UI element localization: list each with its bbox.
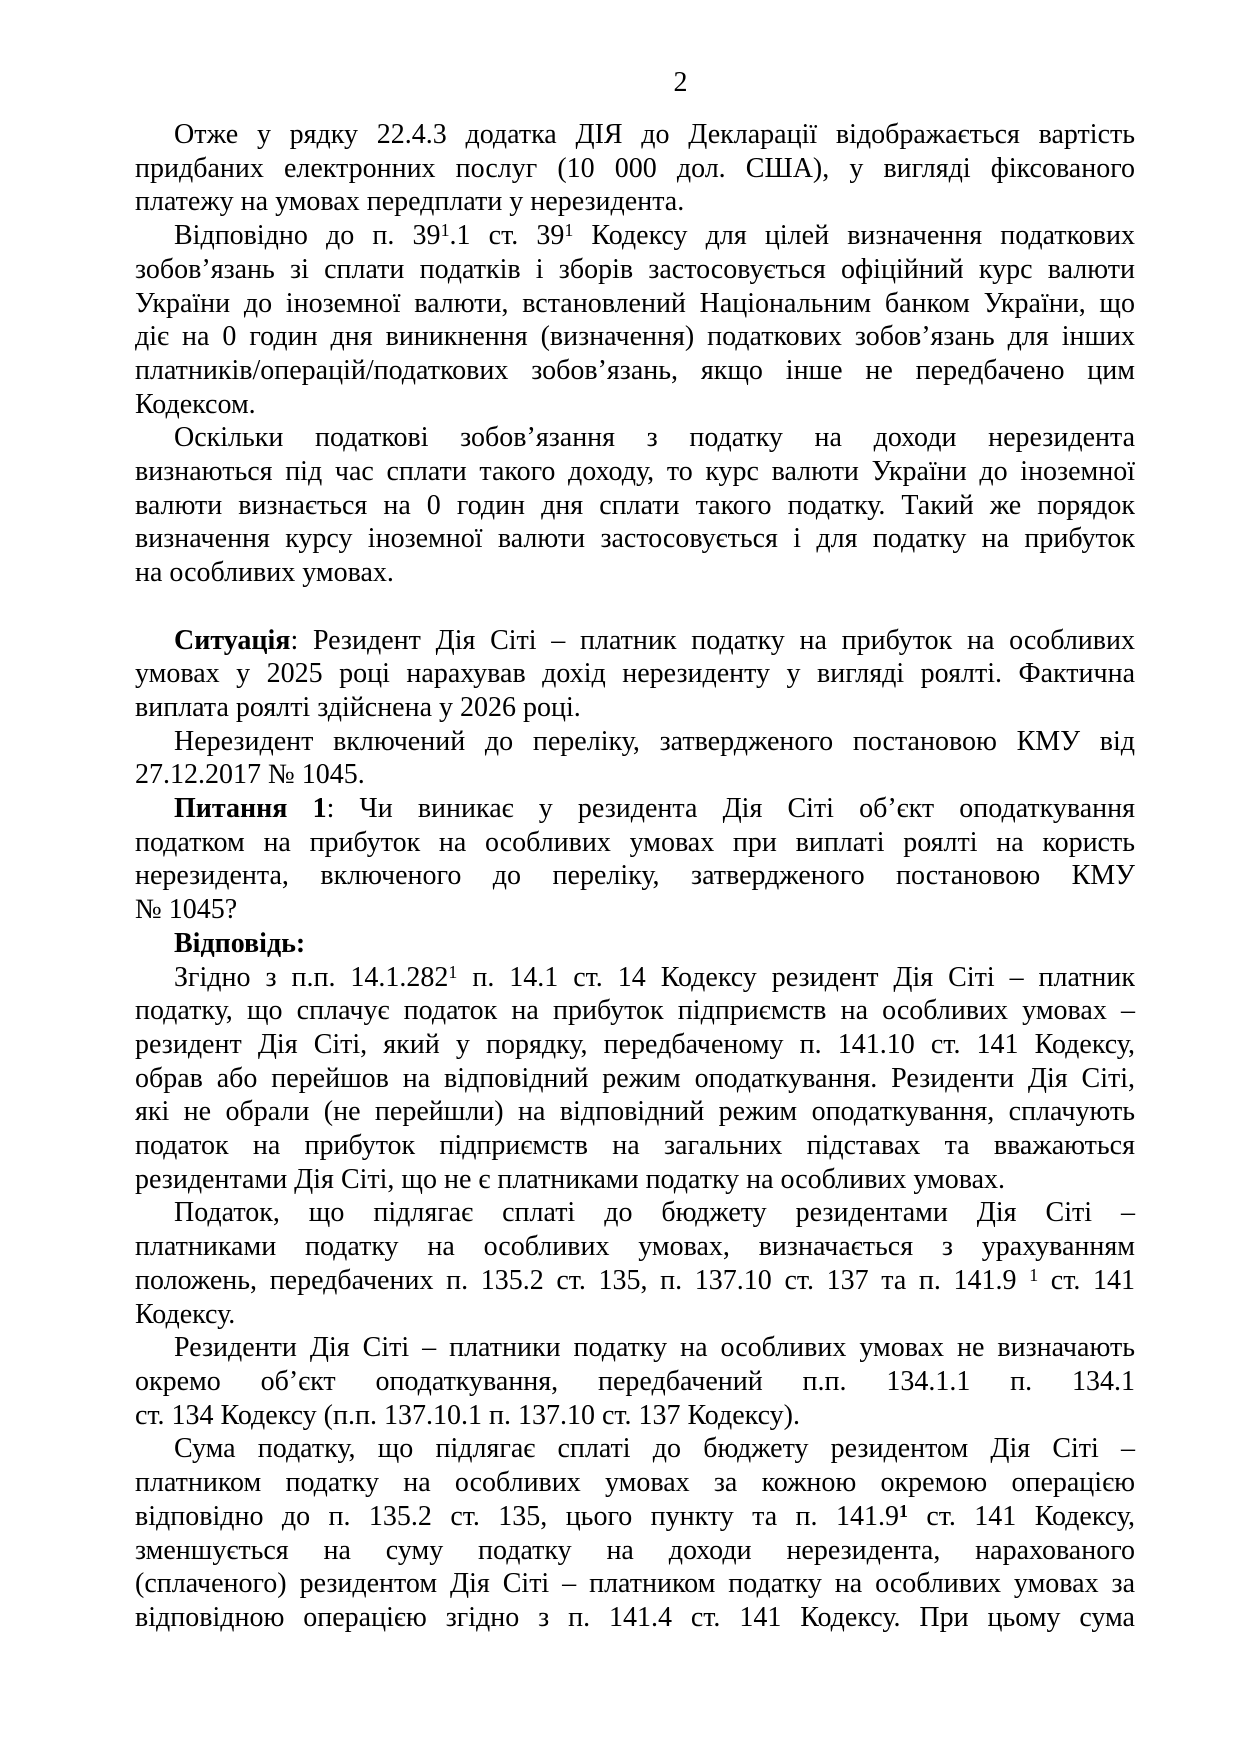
text-line: Кодексу. (135, 1298, 236, 1330)
text-line: зобов’язань зі сплати податків і зборів застосовується офіційний курс валюти (135, 253, 1135, 285)
text-line: положень, передбачених п. 135.2 ст. 135, п. 137.10 ст. 137 та п. 141.9 $^1$ ст. 141 (135, 1264, 1135, 1296)
superscript-footnote-ref: 1 (898, 1500, 908, 1521)
text-line: Відповідно до п. $39^1.1$ ст. $39^1$ Кодексу для цілей визначення податкових (174, 220, 1135, 252)
text-line: Згідно з п.п. 14.1.282$^1$ п. 14.1 ст. 14 Кодексу резидент Дія Сіті – платник (174, 961, 1135, 993)
superscript-footnote-ref: 1 (564, 220, 574, 241)
text-line: платником податку на особливих умовах за кожною окремою операцією (135, 1467, 1135, 1499)
text-line: валюти визнається на 0 годин дня сплати такого податку. Такий же порядок (135, 489, 1135, 521)
paragraph (135, 624, 1135, 725)
text-line: визначення курсу іноземної валюти застосовується і для податку на прибуток (135, 523, 1135, 555)
text-line: України до іноземної валюти, встановлений Національним банком України, що (135, 287, 1135, 319)
text-line: Оскільки податкові зобов’язання з податку на доходи нерезидента (174, 422, 1135, 454)
text-line: придбаних електронних послуг (10 000 дол. США), у вигляді фіксованого (135, 152, 1135, 184)
text-line: Резиденти Дія Сіті – платники податку на особливих умовах не визначають (174, 1332, 1135, 1364)
paragraph (135, 1432, 1135, 1634)
text-line: Ситуація: Резидент Дія Сіті – платник податку на прибуток на особливих (174, 624, 1135, 656)
text-line: платежу на умовах передплати у нерезидента. (135, 186, 685, 218)
text-line: на особливих умовах. (135, 557, 394, 589)
text-line: податок на прибуток підприємств на загальних підставах та вважаються (135, 1130, 1135, 1162)
text-line: окремо об’єкт оподаткування, передбачений п.п. 134.1.1 п. 134.1 (135, 1366, 1135, 1397)
superscript-footnote-ref: 1 (1029, 1264, 1039, 1285)
text-line: Сума податку, що підлягає сплаті до бюджету резидентом Дія Сіті – (174, 1433, 1135, 1465)
superscript-footnote-ref: 1 (448, 961, 458, 982)
paragraph (135, 219, 1135, 421)
document-body (135, 118, 1135, 1635)
paragraph (135, 792, 1135, 927)
text-line: нерезидента, включеного до переліку, затвердженого постановою КМУ (135, 860, 1135, 892)
text-line: відповідно до п. 135.2 ст. 135, цього пункту та п. 141.9$^1$ ст. 141 Кодексу, (135, 1500, 1136, 1532)
text-line: платниками податку на особливих умовах, визначається з урахуванням (135, 1231, 1135, 1263)
text-line: резидент Дія Сіті, який у порядку, передбаченому п. 141.10 ст. 141 Кодексу, (135, 1028, 1135, 1060)
paragraph (135, 421, 1135, 590)
page-number: 2 (673, 67, 688, 98)
paragraph (135, 1331, 1135, 1432)
paragraph (135, 725, 1135, 792)
text-line: визнаються під час сплати такого доходу, то курс валюти України до іноземної (135, 456, 1135, 488)
text-line: Отже у рядку 22.4.3 додатка ДІЯ до Декларації відображається вартість (174, 119, 1135, 150)
paragraph (135, 961, 1135, 1197)
text-line: умовах у 2025 році нарахував дохід нерезиденту у вигляді роялті. Фактична (135, 658, 1135, 690)
text-line: відповідною операцією згідно з п. 141.4 ст. 141 Кодексу. При цьому сума (135, 1601, 1135, 1633)
text-line: ст. 134 Кодексу (п.п. 137.10.1 п. 137.10 ст. 137 Кодексу). (135, 1399, 800, 1431)
superscript-footnote-ref: 1 (440, 220, 450, 241)
paragraph (135, 1196, 1135, 1331)
paragraph (135, 118, 1135, 219)
text-line: платників/операцій/податкових зобов’язань, якщо інше не передбачено цим (135, 354, 1135, 386)
text-line: обрав або перейшов на відповідний режим оподаткування. Резиденти Дія Сіті, (135, 1062, 1135, 1094)
text-line: податком на прибуток на особливих умовах при виплаті роялті на користь (135, 826, 1135, 858)
text-line: Податок, що підлягає сплаті до бюджету резидентами Дія Сіті – (174, 1197, 1135, 1229)
text-line: зменшується на суму податку на доходи нерезидента, нарахованого (135, 1534, 1135, 1566)
text-line: Відповідь: (174, 927, 306, 959)
text-line: Кодексом. (135, 388, 256, 420)
text-line: резидентами Дія Сіті, що не є платниками податку на особливих умовах. (135, 1163, 1006, 1195)
text-line: виплата роялті здійснена у 2026 році. (135, 691, 581, 723)
text-line: 27.12.2017 № 1045. (135, 759, 365, 791)
text-line: (сплаченого) резидентом Дія Сіті – платником податку на особливих умовах за (135, 1568, 1135, 1600)
text-line: Питання 1: Чи виникає у резидента Дія Сіті об’єкт оподаткування (174, 793, 1135, 825)
text-line: податку, що сплачує податок на прибуток підприємств на особливих умовах – (135, 995, 1135, 1027)
paragraph (135, 927, 1135, 961)
text-line: Нерезидент включений до переліку, затвердженого постановою КМУ від (174, 725, 1135, 757)
text-line: № 1045? (135, 894, 238, 926)
text-line: діє на 0 годин дня виникнення (визначення) податкових зобов’язань для інших (135, 321, 1135, 353)
text-line: які не обрали (не перейшли) на відповідний режим оподаткування, сплачують (135, 1096, 1135, 1128)
